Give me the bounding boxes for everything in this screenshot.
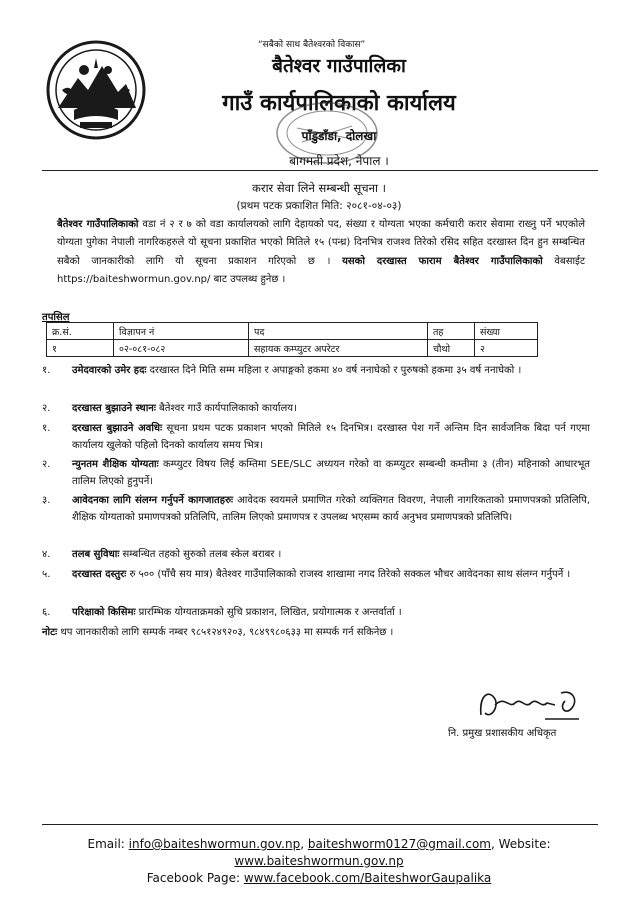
vacancy-table [46, 322, 538, 357]
list-item [42, 456, 590, 490]
facebook-link[interactable]: www.facebook.com/BaiteshworGaupalika [243, 871, 492, 885]
list-item-number: ४. [42, 549, 51, 560]
list-item-label: दरखास्त बुझाउने स्थानः [72, 403, 156, 414]
list-item-label: परिक्षाको किसिमः [72, 607, 136, 618]
notice-body-main: वडा नं २ र ७ को वडा कार्यालयको लागि देहायको पद, संख्या र योग्यता भएका कर्मचारी करार सेवामा राख्नु पर्ने भएकोले योग्यता पुगेका नेपाली नागरिकहरुले यो सूचना प्रकाशित भएको मितिले १५ (पन्ध्र) दिनभित्र राजश्व तिरेको रसिद सहित दरखास्त दिन हुन सम्बन्धित सबैको जानकारीको लागि यो सूचना प्रकाशन गरिएको छ । [57, 219, 586, 267]
table-header-post: पद [249, 323, 428, 340]
table-cell-post: सहायक कम्प्युटर अपरेटर [249, 340, 428, 357]
list-item-number: १. [42, 365, 51, 376]
table-cell-level: चौथो [428, 340, 475, 357]
list-item-label: न्युनतम शैक्षिक योग्यताः [72, 459, 159, 470]
list-item-text: प्रारम्भिक योग्यताक्रमको सुचि प्रकाशन, लिखित, प्रयोगात्मक र अन्तर्वार्ता । [135, 607, 402, 618]
office-name: बैतेश्वर गाउँपालिका [272, 55, 406, 77]
list-item [42, 604, 590, 621]
list-item-label: आवेदनका लागि संलग्न गर्नुपर्ने कागजातहरुः [72, 495, 234, 506]
list-item-text: सम्बन्धित तहको सुरुको तलब स्केल बराबर । [119, 549, 282, 560]
email-separator: , [300, 837, 305, 851]
note-text: थप जानकारीको लागि सम्पर्क नम्बर ९८५१२४९२०३, ९८४९९८०६३३ मा सम्पर्क गर्न सकिनेछ । [57, 627, 394, 638]
header-divider [42, 170, 598, 171]
table-row [47, 340, 538, 357]
footer-divider [42, 824, 598, 825]
signature-icon [475, 685, 585, 725]
table-header-level: तह [428, 323, 475, 340]
list-item-text: सूचना प्रथम पटक प्रकाशन भएको मितिले १५ दिनभित्र। दरखास्त पेश गर्ने अन्तिम दिन सार्वजनिक बिदा पर्न गएमा कार्यालय खुलेको पहिलो दिनको कार्यालय समय भित्र। [72, 423, 590, 452]
table-cell-advert-no: ०२-०८१-०८२ [114, 340, 249, 357]
table-cell-serial: १ [47, 340, 114, 357]
province-line: बागमती प्रदेश, नेपाल । [289, 154, 389, 168]
list-item-label: तलब सुविधाः [72, 549, 120, 560]
list-item-text: बैतेश्वर गाउँ कार्यपालिकाको कार्यालय। [155, 403, 297, 414]
website-link[interactable]: www.baiteshwormun.gov.np [234, 854, 404, 868]
office-title: गाउँ कार्यपालिकाको कार्यालय [222, 91, 456, 116]
list-item [42, 400, 590, 417]
list-item-number: १. [42, 423, 51, 434]
list-item [42, 362, 590, 379]
contact-note [42, 624, 592, 638]
footer-facebook [0, 871, 638, 885]
notice-title: करार सेवा लिने सम्बन्धी सूचना । [252, 181, 386, 195]
email-label: Email: [87, 837, 125, 851]
notice-body-form: यसको दरखास्त फाराम बैतेश्वर गाउँपालिकाको [342, 255, 543, 267]
email-link-info[interactable]: info@baiteshwormun.gov.np [128, 837, 301, 851]
table-header-serial: क्र.सं. [47, 323, 114, 340]
table-header-row [47, 323, 538, 340]
list-item-label: दरखास्त दस्तुरः [72, 569, 127, 580]
list-item [42, 566, 590, 583]
email-link-gmail[interactable]: baiteshworm0127@gmail.com [307, 837, 491, 851]
list-item-text: आवेदक स्वयमले प्रमाणित गरेको व्यक्तिगत विवरण, नेपाली नागरिकताको प्रमाणपत्रको प्रतिलिपि, शैक्षिक योग्यताको प्रमाणपत्रको प्रतिलिपि, तालिम लिएको प्रमाणपत्र र उपलब्ध भएसम्म कार्य अनुभव प्रमाणपत्रको प्रतिलिपि। [72, 495, 591, 524]
list-item-label: उमेदवारको उमेर हदः [72, 365, 147, 376]
list-item-number: ३. [42, 495, 51, 506]
notice-published-date: (प्रथम पटक प्रकाशित मिति: २०८१-०४-०३) [236, 200, 402, 212]
footer-website [0, 854, 638, 868]
website-label: , Website: [490, 837, 551, 851]
list-item-number: २. [42, 403, 51, 414]
table-cell-count: २ [475, 340, 538, 357]
notice-body [57, 216, 585, 289]
list-item-text: दरखास्त दिने मिति सम्म महिला र अपाङ्गको हकमा ४० वर्ष ननाघेको र पुरुषको हकमा ३५ वर्ष ननाघेको । [146, 365, 522, 376]
office-address: पाँडुडाँडा, दोलखा [301, 129, 377, 143]
note-label: नोटः [42, 627, 58, 638]
notice-body-lead: बैतेश्वर गाउँपालिकाको [57, 219, 139, 230]
schedule-label: तपसिल [42, 312, 70, 323]
signatory-title: नि. प्रमुख प्रशासकीय अधिकृत [448, 728, 557, 739]
table-header-advert-no: विज्ञापन नं [114, 323, 249, 340]
table-header-count: संख्या [475, 323, 538, 340]
list-item [42, 420, 590, 454]
list-item-number: ५. [42, 569, 51, 580]
facebook-label: Facebook Page: [146, 871, 241, 885]
list-item-label: दरखास्त बुझाउने अवधिः [72, 423, 163, 434]
list-item-text: रु ५०० (पाँचै सय मात्र) बैतेश्वर गाउँपालिकाको राजस्व शाखामा नगद तिरेको सक्कल भौचर आवेदनका साथ संलग्न गर्नुपर्ने । [126, 569, 571, 580]
list-item-number: २. [42, 459, 51, 470]
list-item [42, 546, 590, 563]
footer-contact [0, 837, 638, 851]
slogan: “सबैको साथ बैतेश्वरको विकास” [258, 40, 366, 50]
list-item-number: ६. [42, 607, 51, 618]
notice-body-site: वेबसाईट https://baiteshwormun.gov.np/ बाट उपलब्ध हुनेछ । [57, 255, 585, 285]
list-item [42, 492, 590, 526]
list-item-text: कम्प्युटर विषय लिई कम्तिमा SEE/SLC अध्ययन गरेको वा कम्प्युटर सम्बन्धी कम्तीमा ३ (तीन) महिनाको आधारभूत तालिम लिएको हुनुपर्ने। [72, 459, 590, 488]
